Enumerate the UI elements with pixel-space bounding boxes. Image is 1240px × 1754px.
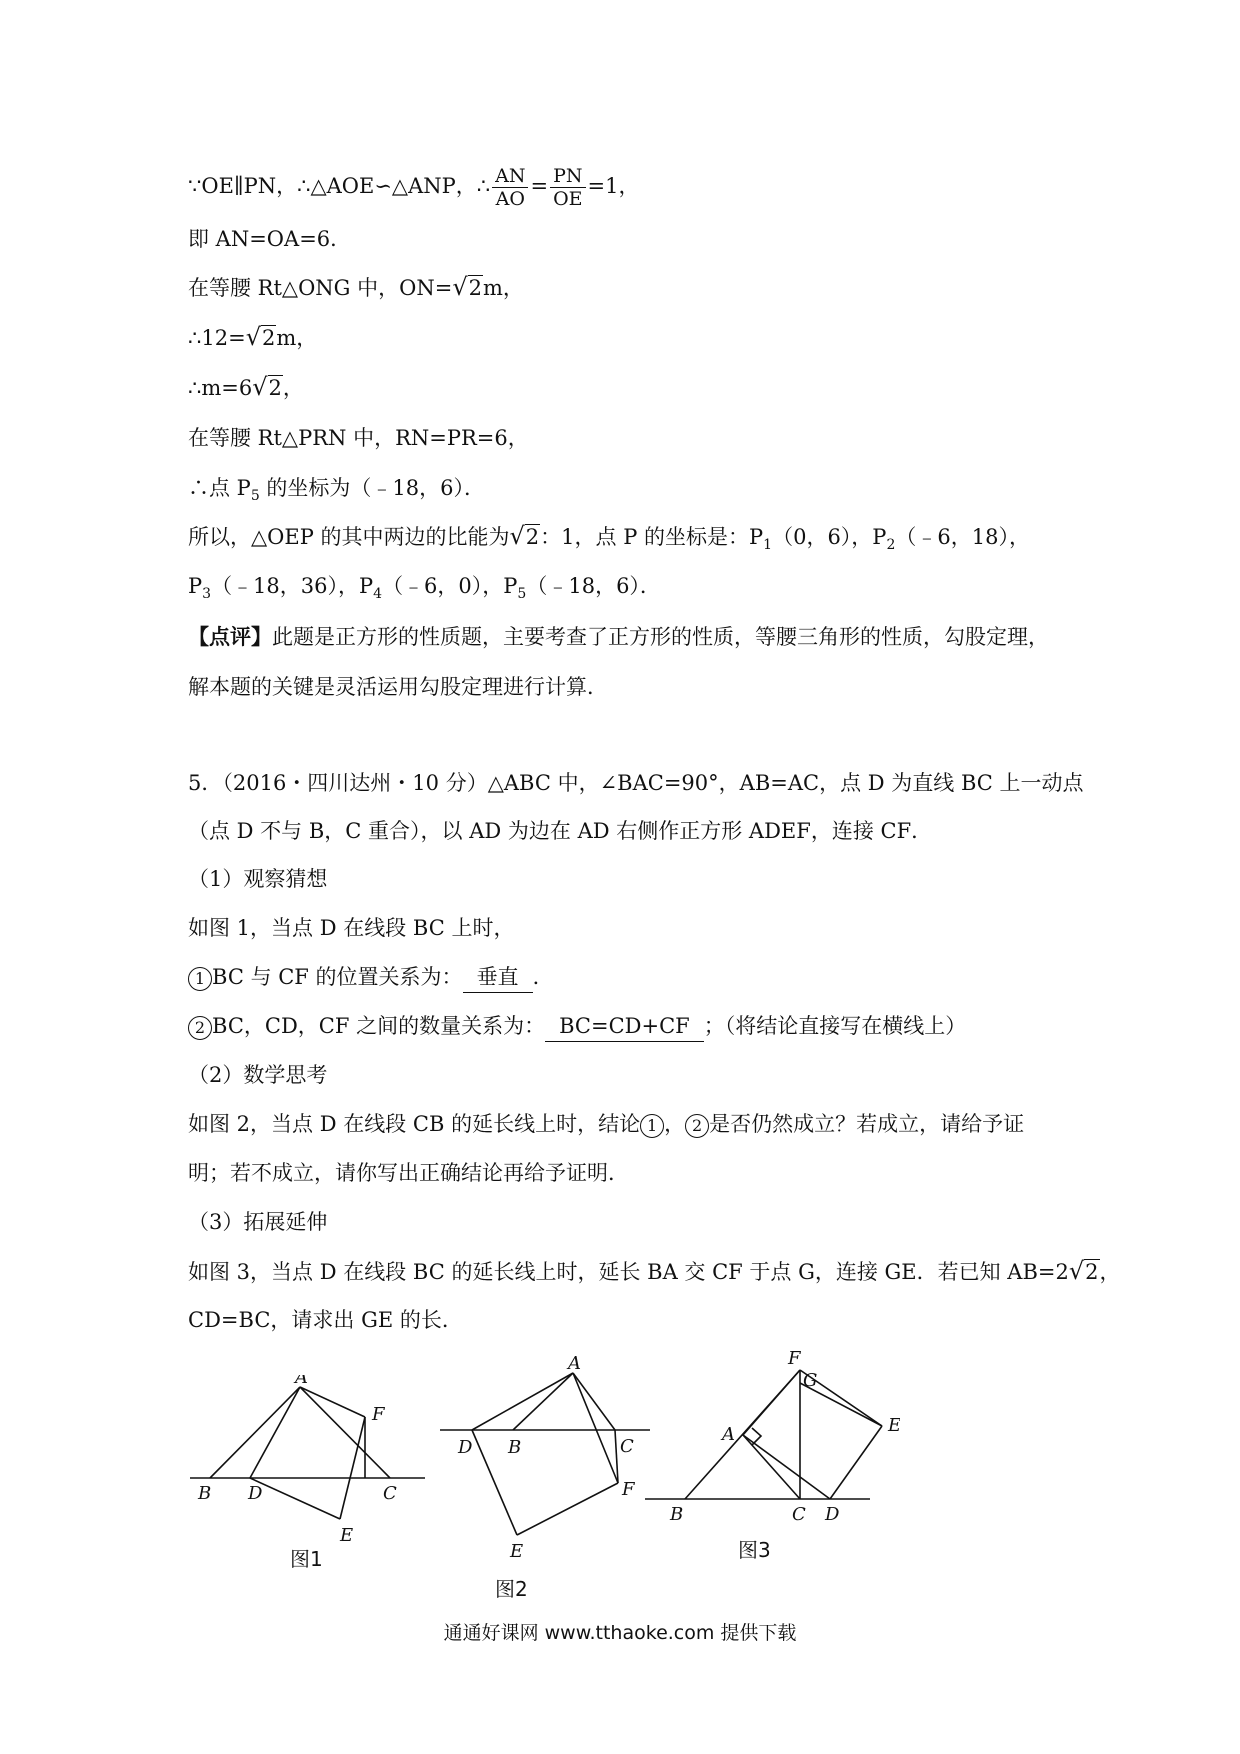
problem-line-11: 如图 3，当点 D 在线段 BC 的延长线上时，延长 BA 交 CF 于点 G，连接 GE．若已知 AB=2√2， <box>188 1257 1121 1285</box>
label-C: C <box>792 1504 806 1525</box>
solution-line-9: $P_3(﹣18$，36），$P_4(﹣6$，0），$P_5(﹣18$，6）． <box>188 574 661 603</box>
solution-line-7: ∴点 $P_5$ 的坐标为（﹣18，6）． <box>188 476 485 505</box>
label-E: E <box>340 1525 354 1546</box>
review-line-2: 解本题的关键是灵活运用勾股定理进行计算． <box>188 675 608 699</box>
problem-line-12: CD=BC，请求出 GE 的长． <box>188 1308 463 1332</box>
label-B: B <box>198 1483 212 1504</box>
label-A: A <box>722 1424 735 1445</box>
sqrt: √2 <box>245 323 276 351</box>
label-F: F <box>622 1479 635 1500</box>
solution-line-6: 在等腰 Rt△PRN 中，RN=PR=6， <box>188 426 529 450</box>
figure-1-caption: 图1 <box>290 1547 323 1571</box>
solution-line-4: ∴12=√2m， <box>188 323 318 351</box>
label-A: A <box>568 1355 581 1374</box>
page-footer: 通通好课网 www.tthaoke.com 提供下载 <box>443 1622 797 1644</box>
label-F: F <box>788 1348 801 1369</box>
label-B: B <box>508 1437 522 1458</box>
review-tag: 【点评】 <box>188 624 272 649</box>
figure-3-caption: 图3 <box>738 1538 771 1562</box>
figure-1 <box>190 1375 440 1579</box>
fraction-pn-oe: $\frac{PN}{OE}$ <box>550 165 585 210</box>
figure-2 <box>440 1355 660 1601</box>
solution-line-5: ∴m=6√2， <box>188 373 304 401</box>
solution-line-2: 即 AN=OA=6． <box>188 227 352 251</box>
solution-line-3: 在等腰 Rt△ONG 中，ON=√2m， <box>188 273 524 301</box>
problem-line-7: （2）数学思考 <box>188 1063 328 1087</box>
label-E: E <box>888 1415 900 1436</box>
problem-line-10: （3）拓展延伸 <box>188 1210 328 1234</box>
sqrt: √2 <box>252 373 282 401</box>
solution-line-8: 所以，△OEP 的其中两边的比能为√2：1，点 P 的坐标是：$P_1(0$，6），$P_2(﹣6$，18）， <box>188 522 1030 554</box>
label-D: D <box>248 1483 263 1504</box>
label-F: F <box>372 1404 385 1425</box>
label-D: D <box>825 1504 840 1525</box>
label-D: D <box>458 1437 473 1458</box>
label-E: E <box>510 1541 524 1562</box>
question-2: 2 BC，CD，CF 之间的数量关系为： BC=CD+CF ；（将结论直接写在横线上） <box>188 1011 966 1042</box>
problem-line-1: 5．（2016・四川达州・10 分）△ABC 中，∠BAC=90°，AB=AC，点 D 为直线 BC 上一动点 <box>188 771 1084 795</box>
label-A: A <box>295 1375 308 1388</box>
solution-line-1: ∵OE∥PN，∴△AOE∽△ANP，∴ $\frac{AN}{AO}$ = $\frac{PN}{OE}$ =1， <box>188 165 640 210</box>
label-C: C <box>620 1436 634 1457</box>
fraction-an-ao: $\frac{AN}{AO}$ <box>492 165 528 210</box>
sqrt: √2 <box>1068 1257 1099 1285</box>
answer-blank-2: BC=CD+CF <box>545 1011 704 1042</box>
problem-line-4: 如图 1，当点 D 在线段 BC 上时， <box>188 916 515 940</box>
review-line-1: 【点评】此题是正方形的性质题，主要考查了正方形的性质，等腰三角形的性质，勾股定理， <box>188 624 1049 649</box>
problem-line-8: 如图 2，当点 D 在线段 CB 的延长线上时，结论 1 ， 2 是否仍然成立？若成立，请给予证 <box>188 1112 1025 1136</box>
label-G: G <box>803 1370 818 1391</box>
question-1: 1 BC 与 CF 的位置关系为： 垂直 ． <box>188 962 554 993</box>
problem-line-9: 明；若不成立，请你写出正确结论再给予证明． <box>188 1161 629 1185</box>
figure-3 <box>640 1348 900 1562</box>
figure-2-caption: 图2 <box>495 1577 528 1601</box>
problem-line-2: （点 D 不与 B，C 重合），以 AD 为边在 AD 右侧作正方形 ADEF，连接 CF． <box>188 819 933 843</box>
sqrt: √2 <box>509 522 540 550</box>
label-B: B <box>670 1504 684 1525</box>
answer-blank-1: 垂直 <box>463 962 533 993</box>
sqrt: √2 <box>452 273 482 301</box>
label-C: C <box>383 1483 397 1504</box>
problem-line-3: （1）观察猜想 <box>188 867 328 891</box>
